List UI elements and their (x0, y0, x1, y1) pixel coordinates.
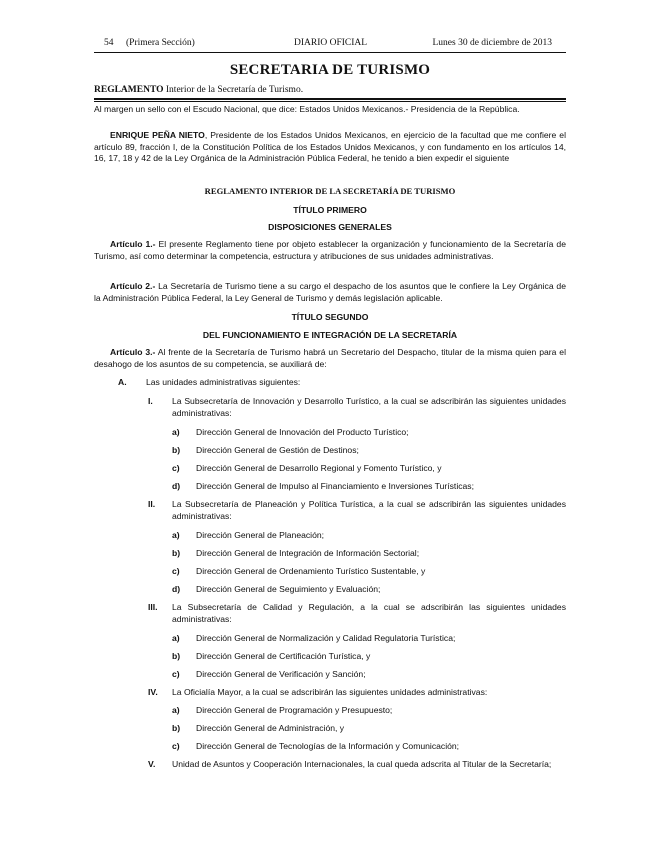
intro-paragraph (94, 130, 566, 165)
roman-2-item-b: Dirección General de Integración de Información Sectorial; (196, 548, 420, 558)
roman-2-item-b-letter: b) (172, 548, 181, 558)
thick-divider (94, 98, 566, 100)
roman-2-item-c: Dirección General de Ordenamiento Turístico Sustentable, y (196, 566, 426, 576)
roman-3-item-c: Dirección General de Verificación y Sanción; (196, 669, 366, 679)
roman-4-item-c: Dirección General de Tecnologías de la Información y Comunicación; (196, 741, 460, 751)
roman-3-label: III. (148, 602, 158, 612)
titulo-segundo: TÍTULO SEGUNDO (291, 312, 369, 322)
roman-1-text: La Subsecretaría de Innovación y Desarrollo Turístico, a la cual se adscribirán las siguientes unidades administrativas: (172, 396, 566, 418)
article-3-label: Artículo 3.- (110, 347, 156, 357)
roman-1-item-d: Dirección General de Impulso al Financiamiento e Inversiones Turísticas; (196, 481, 474, 491)
article-3 (94, 347, 566, 370)
roman-1-item-b: Dirección General de Gestión de Destinos; (196, 445, 359, 455)
article-1 (94, 239, 566, 262)
roman-1-item-a: Dirección General de Innovación del Producto Turístico; (196, 427, 409, 437)
roman-2-item-d-letter: d) (172, 584, 181, 594)
roman-2-item-a-letter: a) (172, 530, 180, 540)
regulation-bold: REGLAMENTO (94, 85, 164, 95)
roman-1-label: I. (148, 396, 153, 406)
roman-4-item-a: Dirección General de Programación y Presupuesto; (196, 705, 393, 715)
roman-3-item-c-letter: c) (172, 669, 180, 679)
article-2-text: La Secretaría de Turismo tiene a su cargo el despacho de los asuntos que le confiere la Ley Orgánica de la Administración Pública Federal, la Ley General de Turismo y demás legislación aplicable. (94, 281, 566, 303)
running-header (104, 38, 552, 50)
article-2 (94, 281, 566, 304)
roman-2-text: La Subsecretaría de Planeación y Política Turística, a la cual se adscribirán las siguientes unidades administrativas: (172, 499, 566, 521)
roman-3-item-a: Dirección General de Normalización y Calidad Regulatoria Turística; (196, 633, 456, 643)
section-label: (Primera Sección) (126, 38, 195, 48)
roman-2-item-c-letter: c) (172, 566, 180, 576)
roman-1-item-d-letter: d) (172, 481, 181, 491)
president-name: ENRIQUE PEÑA NIETO (110, 130, 205, 140)
roman-1-item-c: Dirección General de Desarrollo Regional y Fomento Turístico, y (196, 463, 442, 473)
roman-4-item-c-letter: c) (172, 741, 180, 751)
disposiciones-heading: DISPOSICIONES GENERALES (268, 222, 392, 232)
roman-2-item-a: Dirección General de Planeación; (196, 530, 325, 540)
roman-4-text: La Oficialía Mayor, a la cual se adscribirán las siguientes unidades administrativas: (172, 687, 488, 697)
roman-2-item-d: Dirección General de Seguimiento y Evaluación; (196, 584, 381, 594)
article-3-text: Al frente de la Secretaría de Turismo habrá un Secretario del Despacho, titular de la misma quien para el desahogo de los asuntos de su competencia, se auxiliará de: (94, 347, 566, 369)
page-number: 54 (104, 38, 114, 48)
seal-paragraph: Al margen un sello con el Escudo Nacional, que dice: Estados Unidos Mexicanos.- Presidencia de la República. (94, 104, 520, 114)
roman-3-item-b: Dirección General de Certificación Turística, y (196, 651, 371, 661)
intro-text: , Presidente de los Estados Unidos Mexicanos, en ejercicio de la facultad que me confiere el artículo 89, fracción I, de la Constitución Política de los Estados Unidos Mexicanos, y con fundamento en los artículos 14, 16, 17, 18 y 42 de la Ley Orgánica de la Administración Pública Federal, he tenido a bien expedir el siguiente (94, 130, 566, 163)
roman-4-label: IV. (148, 687, 158, 697)
reglamento-heading: REGLAMENTO INTERIOR DE LA SECRETARÍA DE TURISMO (204, 186, 456, 196)
titulo-primero: TÍTULO PRIMERO (293, 205, 367, 215)
article-1-text: El presente Reglamento tiene por objeto establecer la organización y funcionamiento de la Secretaría de Turismo, así como determinar la competencia, estructura y atribuciones de sus unidades administrativas. (94, 239, 566, 261)
roman-2-label: II. (148, 499, 156, 509)
roman-4-item-b: Dirección General de Administración, y (196, 723, 345, 733)
thin-divider (94, 101, 566, 102)
roman-1-item-c-letter: c) (172, 463, 180, 473)
newspaper-name: DIARIO OFICIAL (294, 38, 368, 48)
article-2-label: Artículo 2.- (110, 281, 156, 291)
article-1-label: Artículo 1.- (110, 239, 156, 249)
roman-4-item-a-letter: a) (172, 705, 180, 715)
regulation-line (94, 85, 303, 95)
header-divider (94, 52, 566, 53)
roman-3-item-b-letter: b) (172, 651, 181, 661)
regulation-rest: Interior de la Secretaría de Turismo. (163, 85, 304, 95)
issue-date: Lunes 30 de diciembre de 2013 (432, 38, 552, 48)
section-a-label: A. (118, 377, 127, 387)
roman-4-item-b-letter: b) (172, 723, 181, 733)
roman-5-label: V. (148, 759, 156, 769)
section-a-text: Las unidades administrativas siguientes: (146, 377, 301, 387)
roman-3-item-a-letter: a) (172, 633, 180, 643)
roman-1-item-b-letter: b) (172, 445, 181, 455)
funcionamiento-heading: DEL FUNCIONAMIENTO E INTEGRACIÓN DE LA SECRETARÍA (202, 330, 458, 340)
roman-5-text: Unidad de Asuntos y Cooperación Internacionales, la cual queda adscrita al Titular de la Secretaría; (172, 759, 552, 769)
roman-3-text: La Subsecretaría de Calidad y Regulación, a la cual se adscribirán las siguientes unidades administrativas: (172, 602, 566, 624)
page-title: SECRETARIA DE TURISMO (229, 62, 431, 78)
roman-1-item-a-letter: a) (172, 427, 180, 437)
